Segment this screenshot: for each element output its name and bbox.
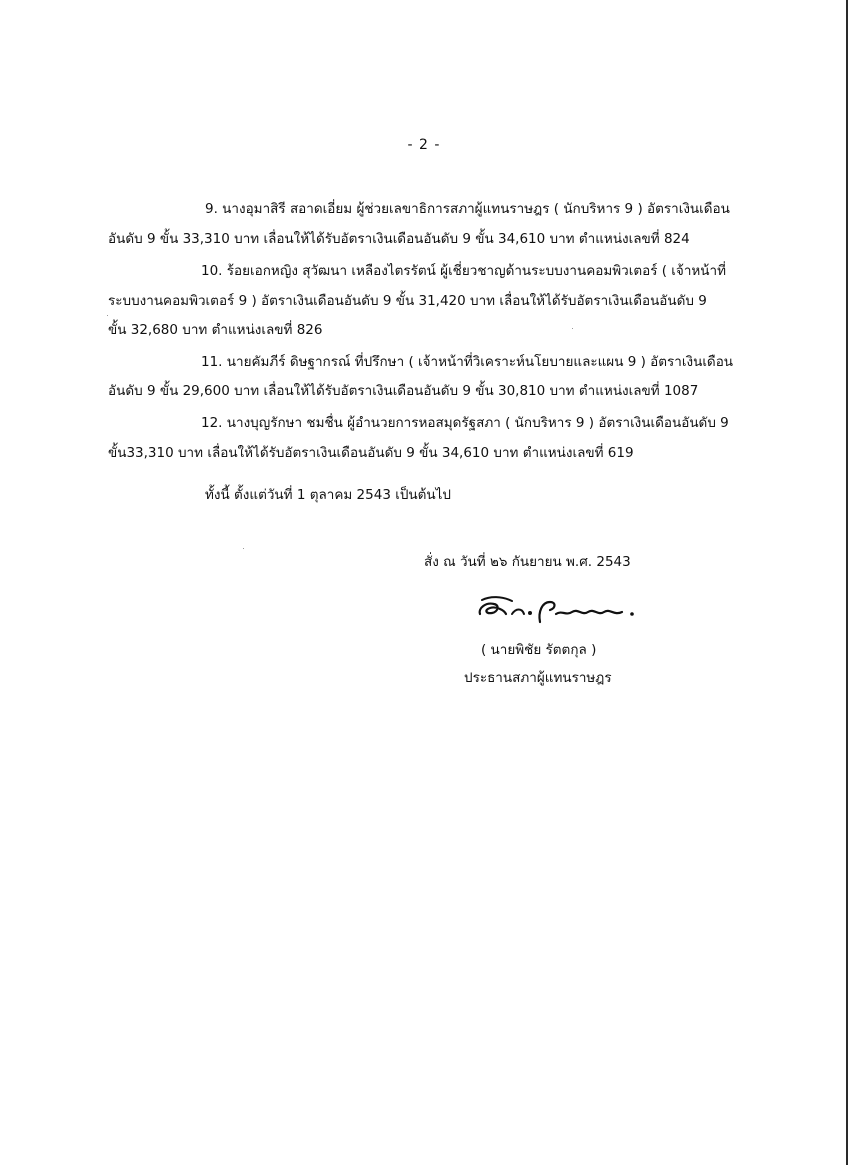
signer-name: ( นายพิชัย รัตตกุล ) (481, 642, 597, 658)
handwritten-signature (472, 592, 652, 626)
scan-speck (572, 328, 573, 329)
scan-speck (107, 315, 108, 316)
order-date: สั่ง ณ วันที่ ๒๖ กันยายน พ.ศ. 2543 (424, 554, 631, 570)
item-10-line-3: ขั้น 32,680 บาท ตำแหน่งเลขที่ 826 (108, 322, 323, 338)
item-10-line-1: 10. ร้อยเอกหญิง สุวัฒนา เหลืองไตรรัตน์ ผู้เชี่ยวชาญด้านระบบงานคอมพิวเตอร์ ( เจ้าหน้าที่ (201, 263, 727, 279)
item-9-line-1: 9. นางอุมาสิรี สอาดเอี่ยม ผู้ช่วยเลขาธิการสภาผู้แทนราษฎร ( นักบริหาร 9 ) อัตราเงินเดือน (205, 201, 730, 217)
scan-speck (243, 548, 244, 549)
item-11-line-1: 11. นายคัมภีร์ ดิษฐากรณ์ ที่ปรึกษา ( เจ้าหน้าที่วิเคราะห์นโยบายและแผน 9 ) อัตราเงินเดือน (201, 354, 734, 370)
page-number: - 2 - (407, 137, 441, 153)
item-12-line-2: ขั้น33,310 บาท เลื่อนให้ได้รับอัตราเงินเดือนอันดับ 9 ขั้น 34,610 บาท ตำแหน่งเลขที่ 619 (108, 445, 634, 461)
item-11-line-2: อันดับ 9 ขั้น 29,600 บาท เลื่อนให้ได้รับอัตราเงินเดือนอันดับ 9 ขั้น 30,810 บาท ตำแหน่งเลขที่ 1087 (108, 383, 699, 399)
item-12-line-1: 12. นางบุญรักษา ชมชื่น ผู้อำนวยการหอสมุดรัฐสภา ( นักบริหาร 9 ) อัตราเงินเดือนอันดับ 9 (201, 415, 729, 431)
effective-date: ทั้งนี้ ตั้งแต่วันที่ 1 ตุลาคม 2543 เป็นต้นไป (205, 487, 451, 503)
item-9-line-2: อันดับ 9 ขั้น 33,310 บาท เลื่อนให้ได้รับอัตราเงินเดือนอันดับ 9 ขั้น 34,610 บาท ตำแหน่งเลขที่ 824 (108, 231, 690, 247)
signer-position: ประธานสภาผู้แทนราษฎร (464, 670, 612, 686)
item-10-line-2: ระบบงานคอมพิวเตอร์ 9 ) อัตราเงินเดือนอันดับ 9 ขั้น 31,420 บาท เลื่อนให้ได้รับอัตราเงินเดือนอันดับ 9 (108, 293, 707, 309)
